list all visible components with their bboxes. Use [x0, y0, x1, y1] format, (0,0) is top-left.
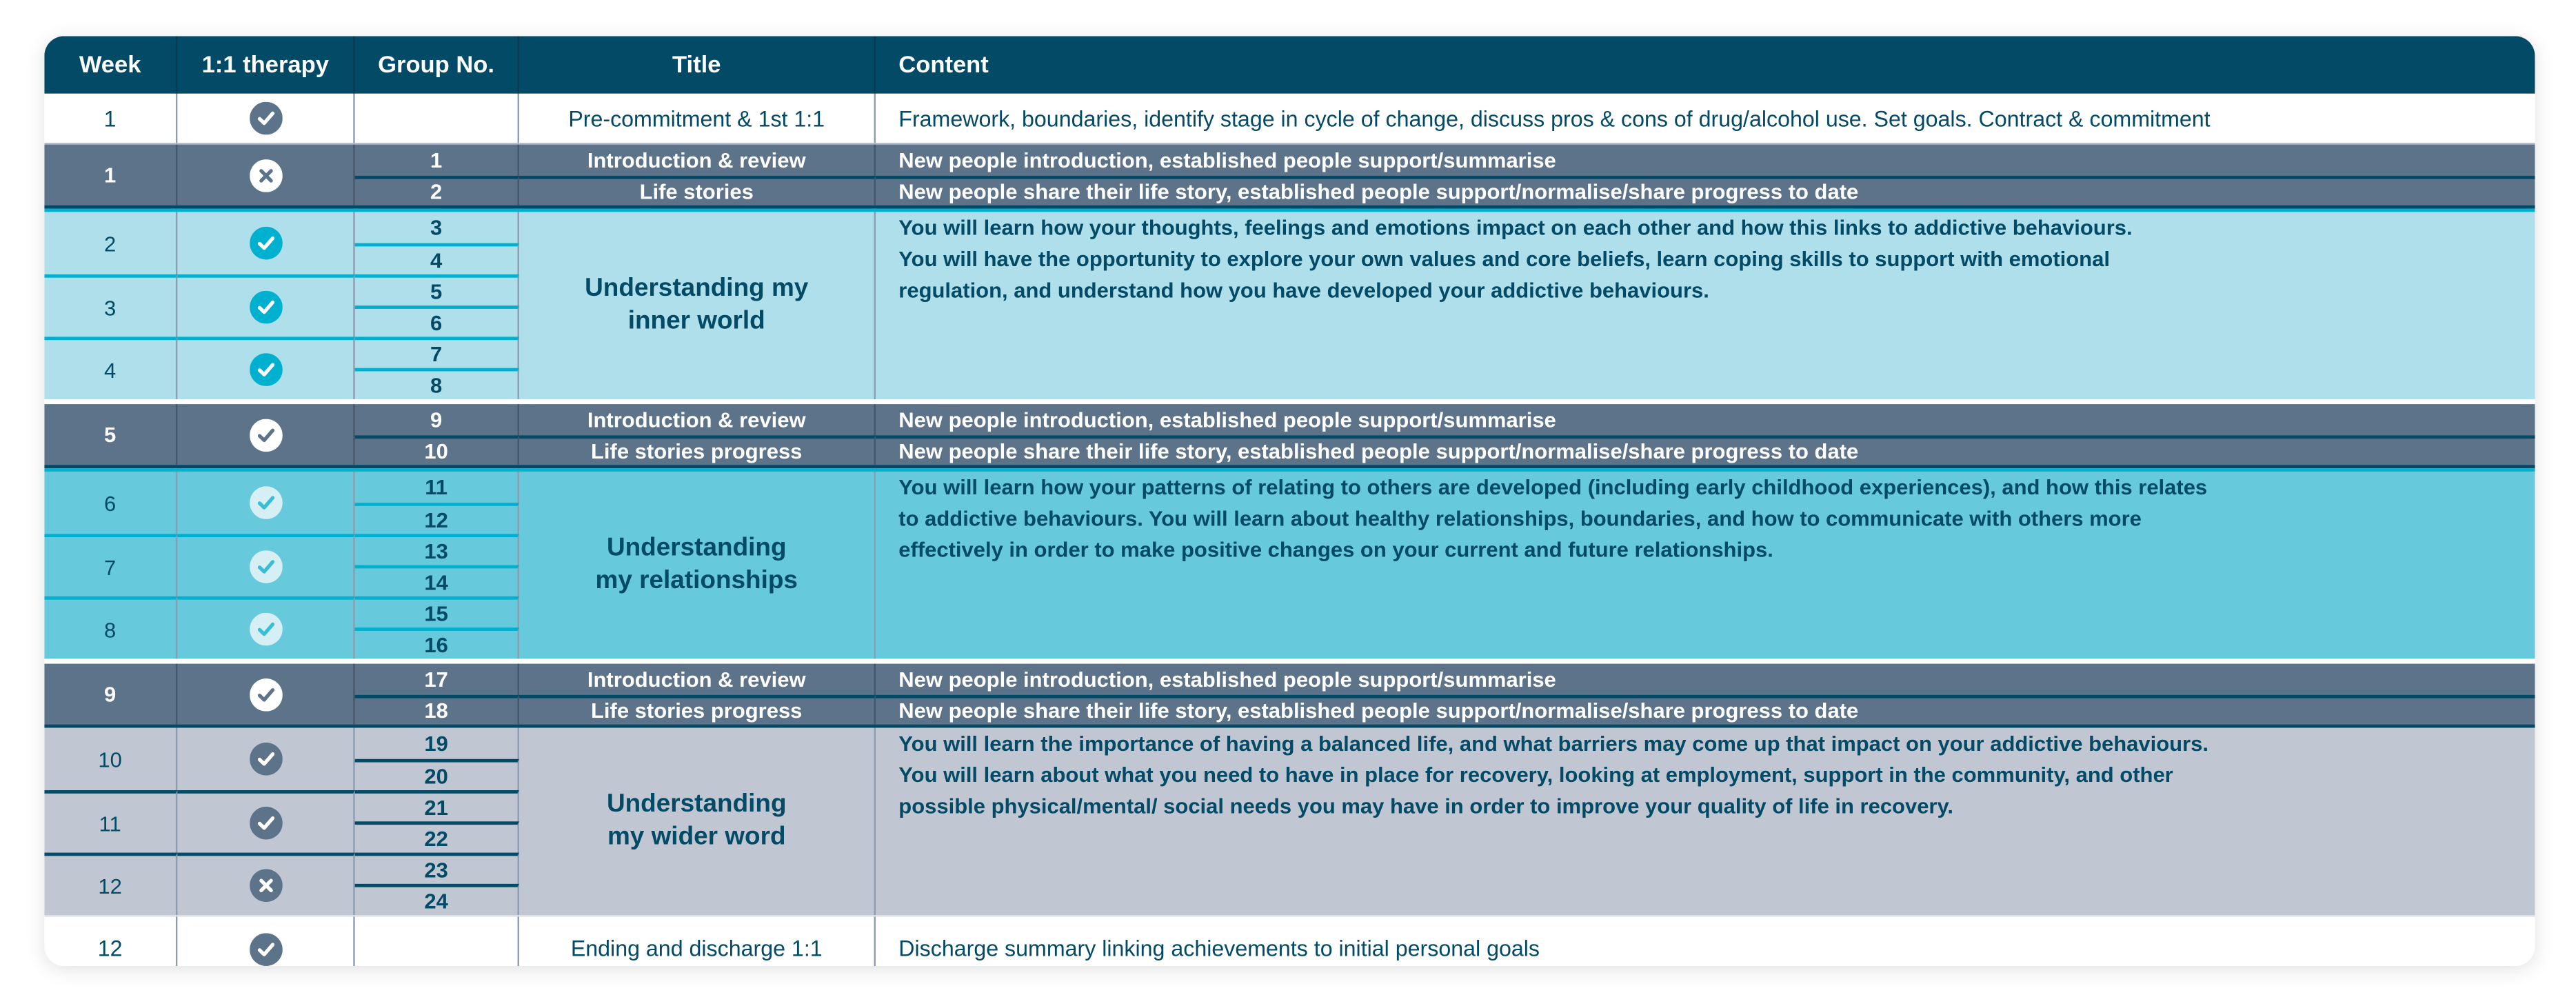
check-circle-icon — [249, 613, 282, 646]
module-block — [44, 209, 2535, 399]
row-gap — [44, 399, 2535, 404]
title-cell: Life stories progress — [519, 434, 876, 465]
module-content-line: You will learn about what you need to have in place for recovery, looking at employment, support in the community, and other — [898, 762, 2173, 787]
module-content-line: effectively in order to make positive changes on your current and future relationships. — [898, 537, 1773, 562]
cross-circle-icon — [249, 869, 282, 902]
check-circle-icon — [249, 353, 282, 386]
content-cell: New people introduction, established people support/summarise — [898, 147, 1556, 172]
title-cell: Introduction & review — [519, 145, 876, 175]
intro-block — [44, 145, 2535, 209]
group-cell: 15 — [355, 596, 519, 627]
group-cell: 2 — [355, 175, 519, 205]
header-therapy: 1:1 therapy — [177, 36, 354, 93]
week-cell: 5 — [44, 404, 177, 465]
group-cell: 10 — [355, 434, 519, 465]
group-cell: 22 — [355, 821, 519, 852]
module-title-line: my wider word — [607, 823, 786, 852]
table-row — [44, 915, 2535, 966]
module-block — [44, 728, 2535, 916]
title-cell: Introduction & review — [519, 404, 876, 434]
therapy-cell — [177, 94, 354, 143]
cross-circle-icon — [249, 159, 282, 192]
module-content — [876, 212, 2535, 399]
module-title-line: Understanding — [606, 534, 787, 562]
therapy-cell — [177, 404, 354, 465]
group-cell: 18 — [355, 694, 519, 725]
header-title: Title — [519, 36, 876, 93]
therapy-cell — [177, 853, 354, 916]
module-title-line: inner world — [627, 307, 765, 336]
intro-block — [44, 404, 2535, 468]
week-cell: 8 — [44, 596, 177, 659]
content-cell: New people introduction, established people support/summarise — [898, 666, 1556, 692]
module-content-line: to addictive behaviours. You will learn about healthy relationships, boundaries, and how to communicate with others more — [898, 505, 2142, 531]
content-cell: New people introduction, established people support/summarise — [898, 407, 1556, 432]
table-header — [44, 36, 2535, 93]
group-cell: 24 — [355, 884, 519, 915]
title-cell: Life stories — [519, 175, 876, 205]
therapy-cell — [177, 664, 354, 725]
group-cell: 3 — [355, 212, 519, 243]
module-content-line: You will learn how your patterns of relating to others are developed (including early childhood experiences), and how this relates — [898, 474, 2208, 500]
module-content — [876, 472, 2535, 659]
title-cell: Introduction & review — [519, 664, 876, 694]
content-cell: New people share their life story, established people support/normalise/share progress to date — [876, 694, 2535, 725]
content-cell: New people share their life story, established people support/normalise/share progress to date — [876, 434, 2535, 465]
content-cell: Discharge summary linking achievements to initial personal goals — [898, 936, 1540, 961]
week-cell: 1 — [44, 145, 177, 205]
week-cell: 9 — [44, 664, 177, 725]
table-row — [44, 94, 2535, 145]
week-cell: 12 — [44, 917, 177, 966]
module-content-line: possible physical/mental/ social needs you may have in order to improve your quality of life in recovery. — [898, 793, 1954, 818]
week-cell: 7 — [44, 534, 177, 596]
check-circle-icon — [249, 227, 282, 260]
module-title-line: my relationships — [595, 567, 798, 595]
content-cell: New people share their life story, established people support/normalise/share progress to date — [876, 175, 2535, 205]
module-content-line: You will learn the importance of having a balanced life, and what barriers may come up that impact on your addictive behaviours. — [898, 731, 2208, 756]
module-title-line: Understanding my — [585, 274, 809, 303]
group-cell: 19 — [355, 728, 519, 759]
group-cell: 17 — [355, 664, 519, 694]
check-circle-icon — [249, 743, 282, 776]
check-circle-icon — [249, 678, 282, 711]
group-cell: 23 — [355, 853, 519, 884]
week-cell: 3 — [44, 274, 177, 337]
module-content — [876, 728, 2535, 916]
therapy-cell — [177, 145, 354, 205]
therapy-cell — [177, 336, 354, 399]
group-cell — [355, 94, 519, 143]
week-cell: 11 — [44, 790, 177, 853]
therapy-cell — [177, 917, 354, 966]
group-cell: 20 — [355, 759, 519, 790]
title-cell: Life stories progress — [519, 694, 876, 725]
therapy-cell — [177, 728, 354, 791]
group-cell: 21 — [355, 790, 519, 821]
therapy-cell — [177, 596, 354, 659]
group-cell: 16 — [355, 627, 519, 658]
week-cell: 4 — [44, 336, 177, 399]
group-cell: 14 — [355, 565, 519, 596]
week-cell: 2 — [44, 212, 177, 274]
check-circle-icon — [249, 486, 282, 519]
module-title — [519, 212, 876, 399]
module-content-line: You will have the opportunity to explore your own values and core beliefs, learn coping skills to support with emotional — [898, 246, 2110, 272]
therapy-cell — [177, 534, 354, 596]
group-cell: 13 — [355, 534, 519, 565]
check-circle-icon — [249, 102, 282, 135]
header-content: Content — [898, 52, 989, 79]
group-cell: 9 — [355, 404, 519, 434]
therapy-cell — [177, 472, 354, 534]
content-cell: Framework, boundaries, identify stage in cycle of change, discuss pros & cons of drug/alcohol use. Set goals. Contract & commitment — [898, 105, 2211, 131]
group-cell: 12 — [355, 503, 519, 534]
group-cell: 11 — [355, 472, 519, 503]
table-body — [44, 94, 2535, 966]
group-cell: 8 — [355, 368, 519, 399]
check-circle-icon — [249, 550, 282, 583]
week-cell: 1 — [44, 94, 177, 143]
module-block — [44, 468, 2535, 658]
group-cell: 7 — [355, 336, 519, 368]
module-content-line: You will learn how your thoughts, feelings and emotions impact on each other and how this links to addictive behaviours. — [898, 215, 2133, 240]
week-cell: 12 — [44, 853, 177, 916]
therapy-cell — [177, 212, 354, 274]
therapy-cell — [177, 790, 354, 853]
group-cell — [355, 917, 519, 966]
week-cell: 10 — [44, 728, 177, 791]
intro-block — [44, 664, 2535, 728]
module-title-line: Understanding — [606, 790, 787, 818]
check-circle-icon — [249, 418, 282, 451]
check-circle-icon — [249, 932, 282, 965]
module-title — [519, 472, 876, 659]
title-cell: Pre-commitment & 1st 1:1 — [519, 94, 876, 143]
week-cell: 6 — [44, 472, 177, 534]
therapy-cell — [177, 274, 354, 337]
row-gap — [44, 658, 2535, 663]
module-content-line: regulation, and understand how you have developed your addictive behaviours. — [898, 277, 1709, 303]
header-group: Group No. — [355, 36, 519, 93]
group-cell: 6 — [355, 305, 519, 336]
group-cell: 4 — [355, 243, 519, 274]
check-circle-icon — [249, 291, 282, 324]
module-title — [519, 728, 876, 916]
group-cell: 5 — [355, 274, 519, 305]
programme-table — [44, 36, 2535, 966]
header-week: Week — [44, 36, 177, 93]
check-circle-icon — [249, 807, 282, 840]
group-cell: 1 — [355, 145, 519, 175]
title-cell: Ending and discharge 1:1 — [519, 917, 876, 966]
